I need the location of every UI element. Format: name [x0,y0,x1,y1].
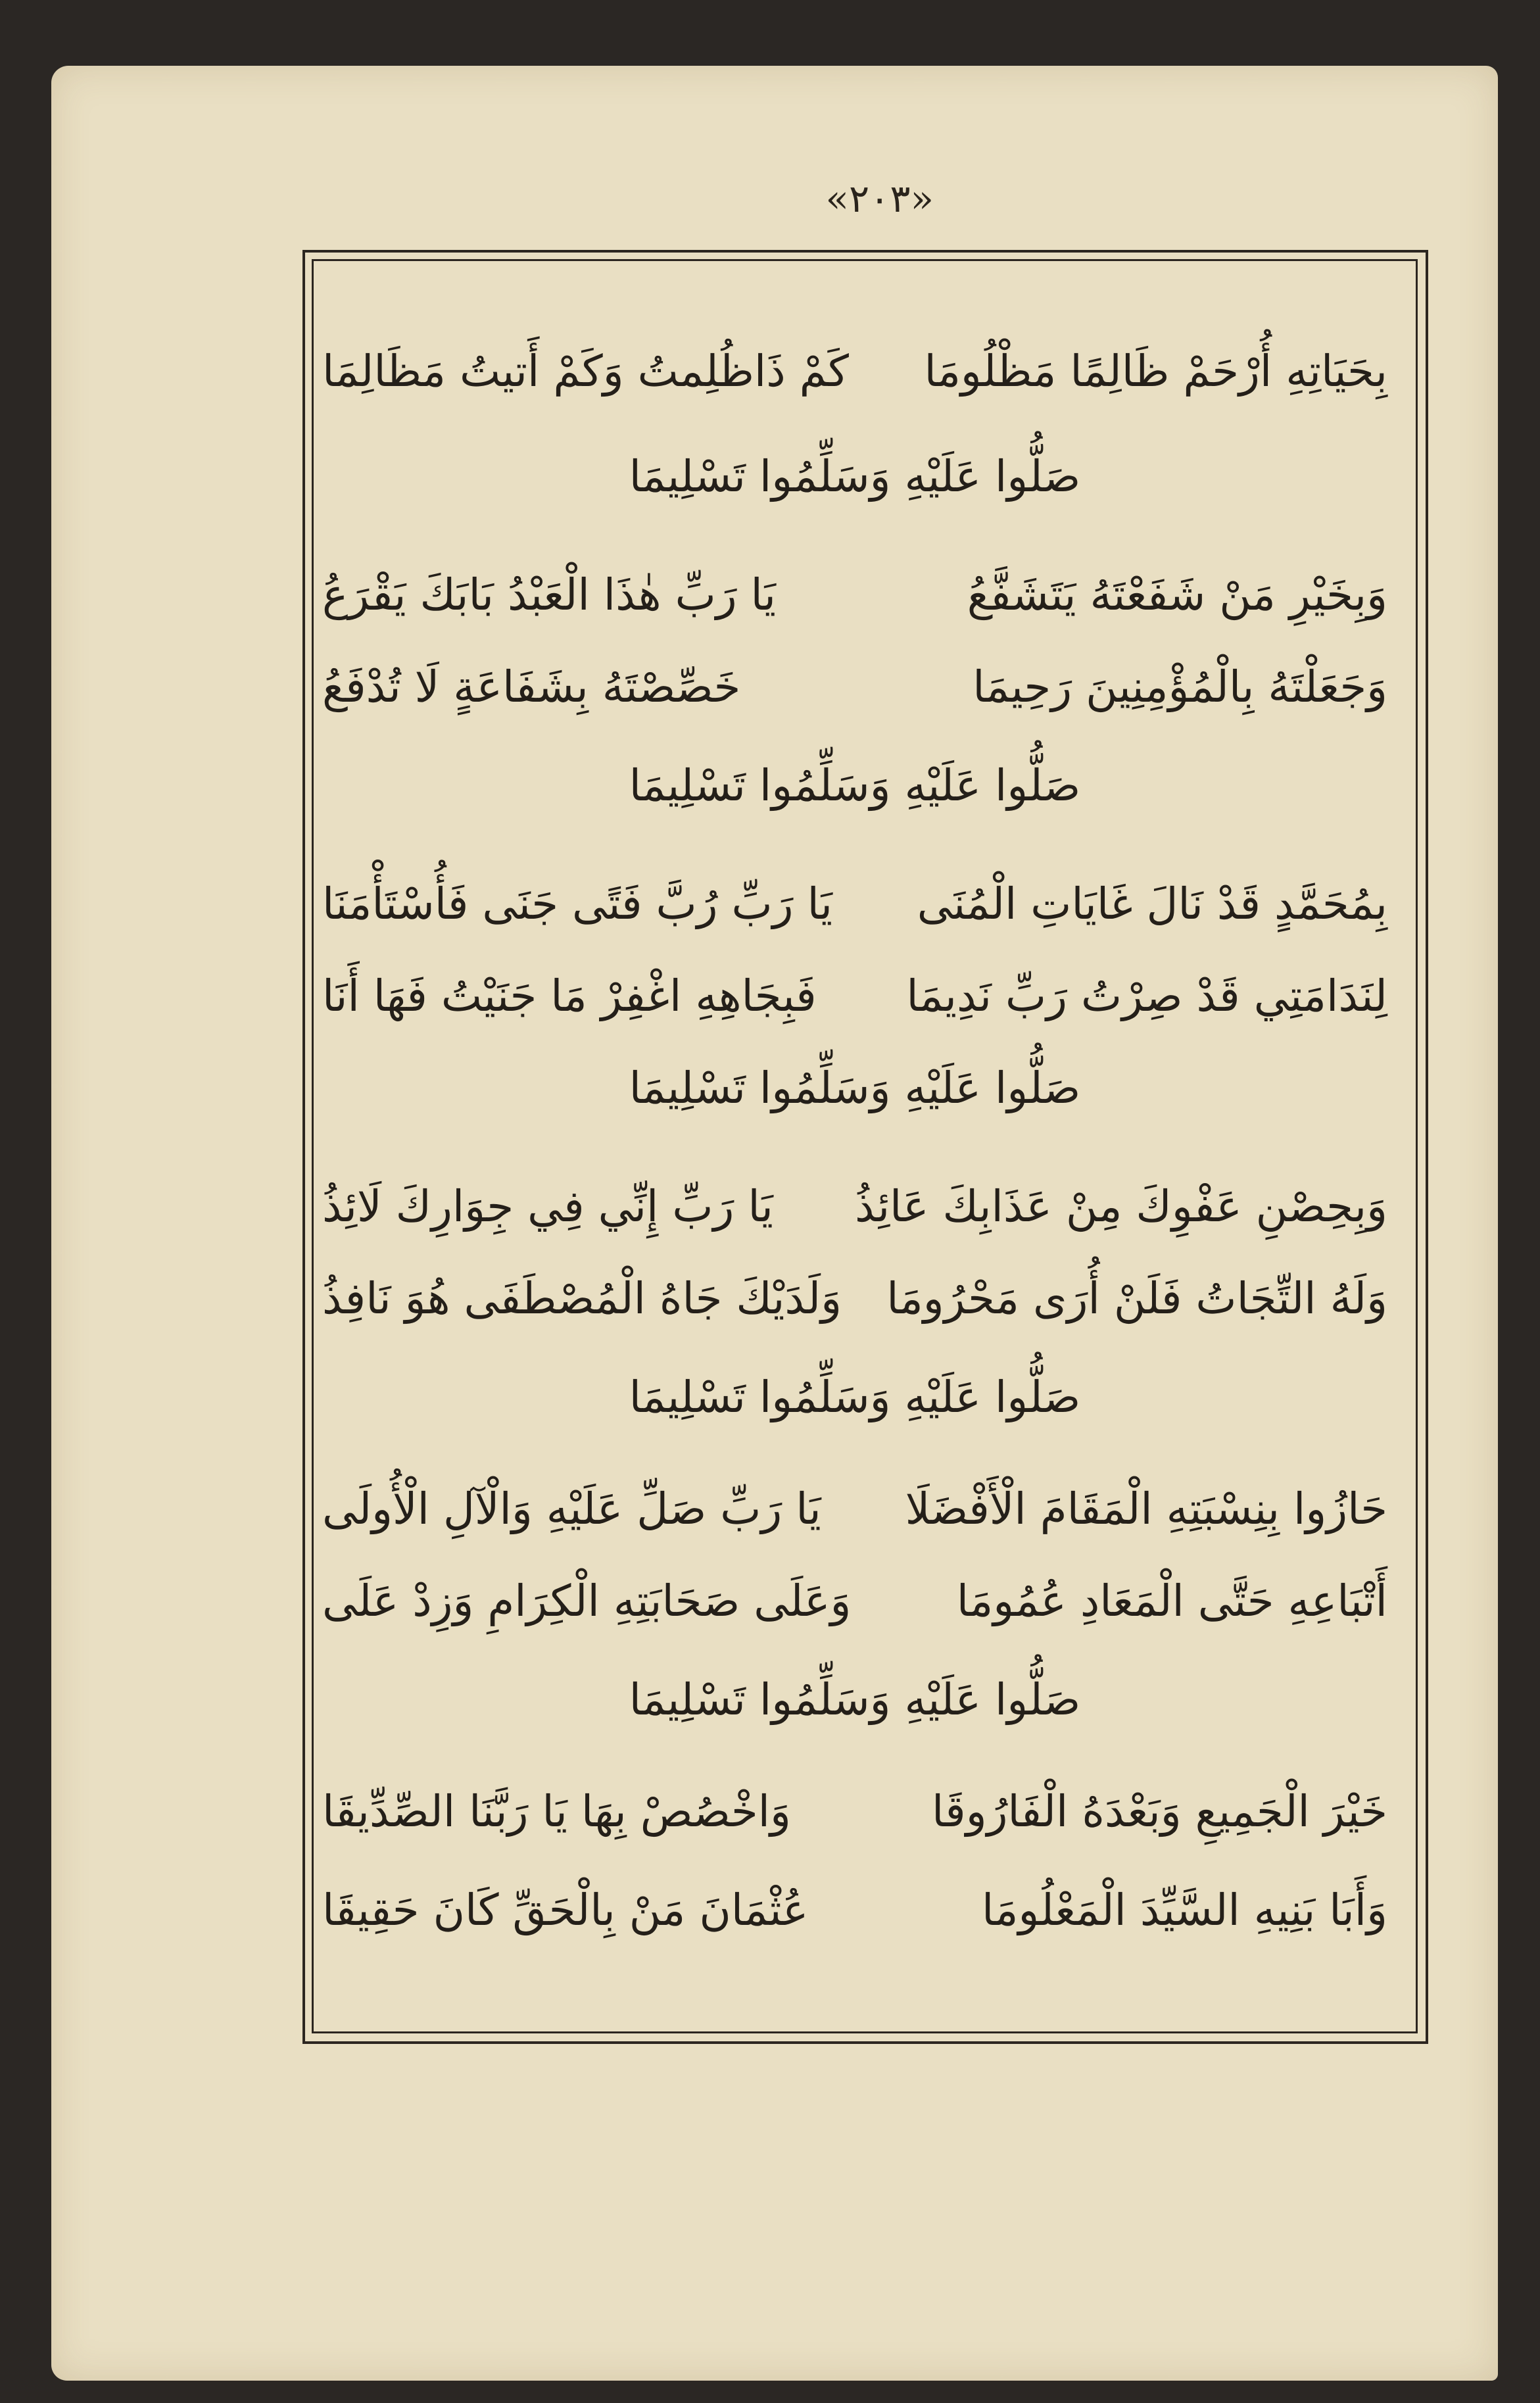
verse-left-hemistich: وَبِحِصْنِ عَفْوِكَ مِنْ عَذَابِكَ عَائِذُ [855,1181,1387,1232]
verse-line [322,967,1387,1026]
verse-right-hemistich: وَاخْصُصْ بِهَا يَا رَبَّنَا الصِّدِّيقَا [322,1786,791,1837]
verse-right-hemistich: عُثْمَانَ مَنْ بِالْحَقِّ كَانَ حَقِيقَا [322,1885,809,1935]
verse-line [322,342,1387,401]
verse-right-hemistich: كَمْ ذَاظُلِمتُ وَكَمْ أَتيتُ مَظَالِمَا [322,346,849,397]
verse-left-hemistich: حَازُوا بِنِسْبَتِهِ الْمَقَامَ الْأَفْضَلَا [905,1484,1387,1534]
refrain-line: صَلُّوا عَلَيْهِ وَسَلِّمُوا تَسْلِيمَا [629,760,1081,811]
verse-line [322,658,1387,717]
verse-right-hemistich: خَصِّصْتَهُ بِشَفَاعَةٍ لَا تُدْفَعُ [322,662,741,712]
verse-left-hemistich: وَبِخَيْرِ مَنْ شَفَعْتَهُ يَتَشَفَّعُ [967,570,1387,620]
verse-left-hemistich: بِمُحَمَّدٍ قَدْ نَالَ غَايَاتِ الْمُنَى [917,879,1387,929]
verse-line [322,875,1387,934]
verse-line [322,1782,1387,1841]
inner-frame-border [312,259,1418,2033]
verse-left-hemistich: خَيْرَ الْجَمِيعِ وَبَعْدَهُ الْفَارُوقَا [932,1786,1387,1837]
verse-left-hemistich: لِنَدَامَتِي قَدْ صِرْتُ رَبِّ نَدِيمَا [906,971,1387,1021]
verse-right-hemistich: يَا رَبِّ هٰذَا الْعَبْدُ بَابَكَ يَقْرَعُ [322,570,777,620]
verse-right-hemistich: فَبِجَاهِهِ اغْفِرْ مَا جَنَيْتُ فَهَا أَنَا [322,971,817,1021]
verse-line [322,566,1387,625]
refrain-line: صَلُّوا عَلَيْهِ وَسَلِّمُوا تَسْلِيمَا [629,451,1081,502]
verse-right-hemistich: يَا رَبِّ إِنِّي فِي جِوَارِكَ لَائِذُ [322,1181,773,1232]
verse-left-hemistich: بِحَيَاتِهِ أُرْحَمْ ظَالِمًا مَظْلُومَا [924,346,1387,397]
refrain-line: صَلُّوا عَلَيْهِ وَسَلِّمُوا تَسْلِيمَا [629,1674,1081,1725]
verse-right-hemistich: يَا رَبِّ صَلِّ عَلَيْهِ وَالْآلِ الْأُولَى [322,1484,821,1534]
verse-line [322,1269,1387,1328]
verse-right-hemistich: يَا رَبِّ رُبَّ فَتًى جَنَى فَأُسْتَأْمَنَا [322,879,832,929]
verse-right-hemistich: وَعَلَى صَحَابَتِهِ الْكِرَامِ وَزِدْ عَلَى [322,1576,852,1626]
verse-left-hemistich: وَجَعَلْتَهُ بِالْمُؤْمِنِينَ رَحِيمَا [973,662,1387,712]
page-number: «٢٠٣» [825,176,934,221]
verse-line [322,1572,1387,1631]
verse-left-hemistich: وَلَهُ التِّجَاتُ فَلَنْ أُرَى مَحْرُومَا [886,1273,1387,1324]
verse-line [322,1177,1387,1236]
refrain-line: صَلُّوا عَلَيْهِ وَسَلِّمُوا تَسْلِيمَا [629,1063,1081,1113]
verse-line [322,1480,1387,1539]
verse-line [322,1881,1387,1940]
verse-left-hemistich: وَأَبَا بَنِيهِ السَّيِّدَ الْمَعْلُومَا [982,1885,1387,1935]
refrain-line: صَلُّوا عَلَيْهِ وَسَلِّمُوا تَسْلِيمَا [629,1372,1081,1422]
verse-right-hemistich: وَلَدَيْكَ جَاهُ الْمُصْطَفَى هُوَ نَافِذُ [322,1273,842,1324]
verse-left-hemistich: أَتْبَاعِهِ حَتَّى الْمَعَادِ عُمُومَا [956,1576,1387,1626]
